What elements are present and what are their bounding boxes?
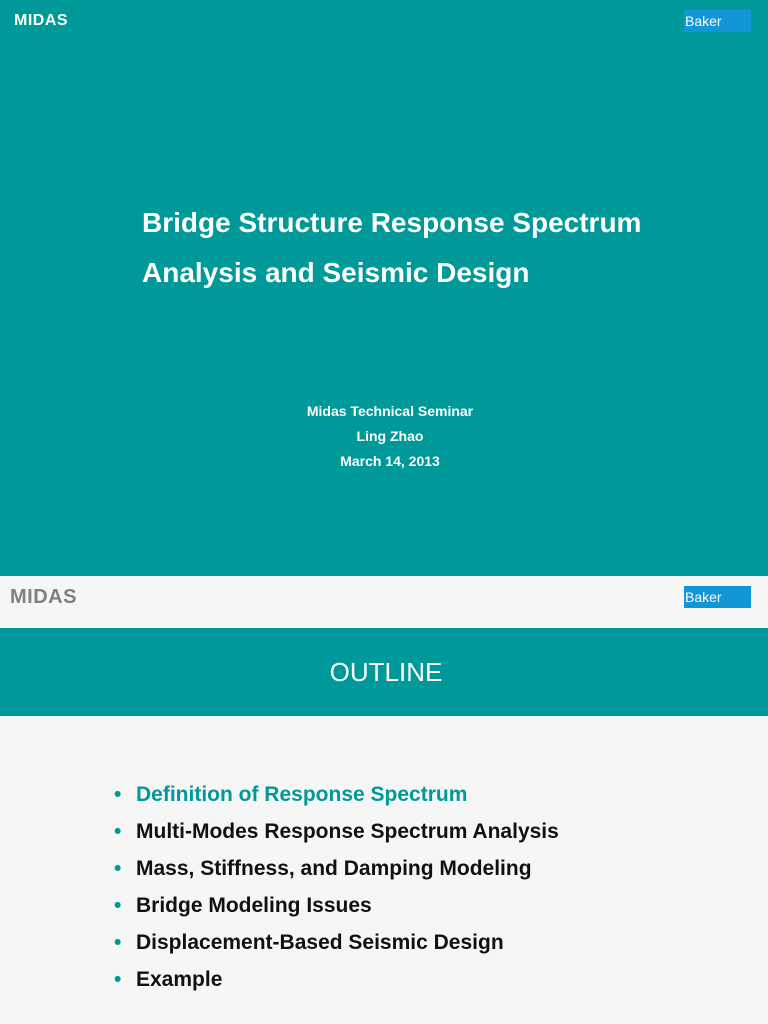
slide-title-line-1: Bridge Structure Response Spectrum [142,207,642,238]
baker-logo: Baker [684,586,751,608]
seminar-info [0,399,768,474]
outline-slide [0,576,768,1024]
outline-header-band [0,628,768,716]
midas-logo: MIDAS [14,12,69,29]
outline-item-label: Multi-Modes Response Spectrum Analysis [136,820,559,843]
outline-item [114,924,559,961]
midas-logo: MIDAS [10,586,77,608]
bullet-icon: • [114,857,122,880]
outline-item [114,961,559,998]
outline-item [114,813,559,850]
outline-item-label: Definition of Response Spectrum [136,783,468,806]
slide-title-line-2: Analysis and Seismic Design [142,257,530,288]
event-name: Midas Technical Seminar [306,403,474,419]
outline-item [114,850,559,887]
bullet-icon: • [114,894,122,917]
bullet-icon: • [114,968,122,991]
outline-item-label: Example [136,968,223,991]
outline-item [114,887,559,924]
bullet-icon: • [114,820,122,843]
bullet-icon: • [114,783,122,806]
presentation-date: March 14, 2013 [340,453,440,469]
outline-list [114,776,559,998]
slide-title [142,198,742,298]
outline-item-label: Mass, Stiffness, and Damping Modeling [136,857,532,880]
outline-item-label: Displacement-Based Seismic Design [136,931,504,954]
baker-logo: Baker [684,10,751,32]
outline-item [114,776,559,813]
bullet-icon: • [114,931,122,954]
presenter-name: Ling Zhao [356,428,424,444]
outline-heading: OUTLINE [329,657,443,687]
outline-item-label: Bridge Modeling Issues [136,894,372,917]
